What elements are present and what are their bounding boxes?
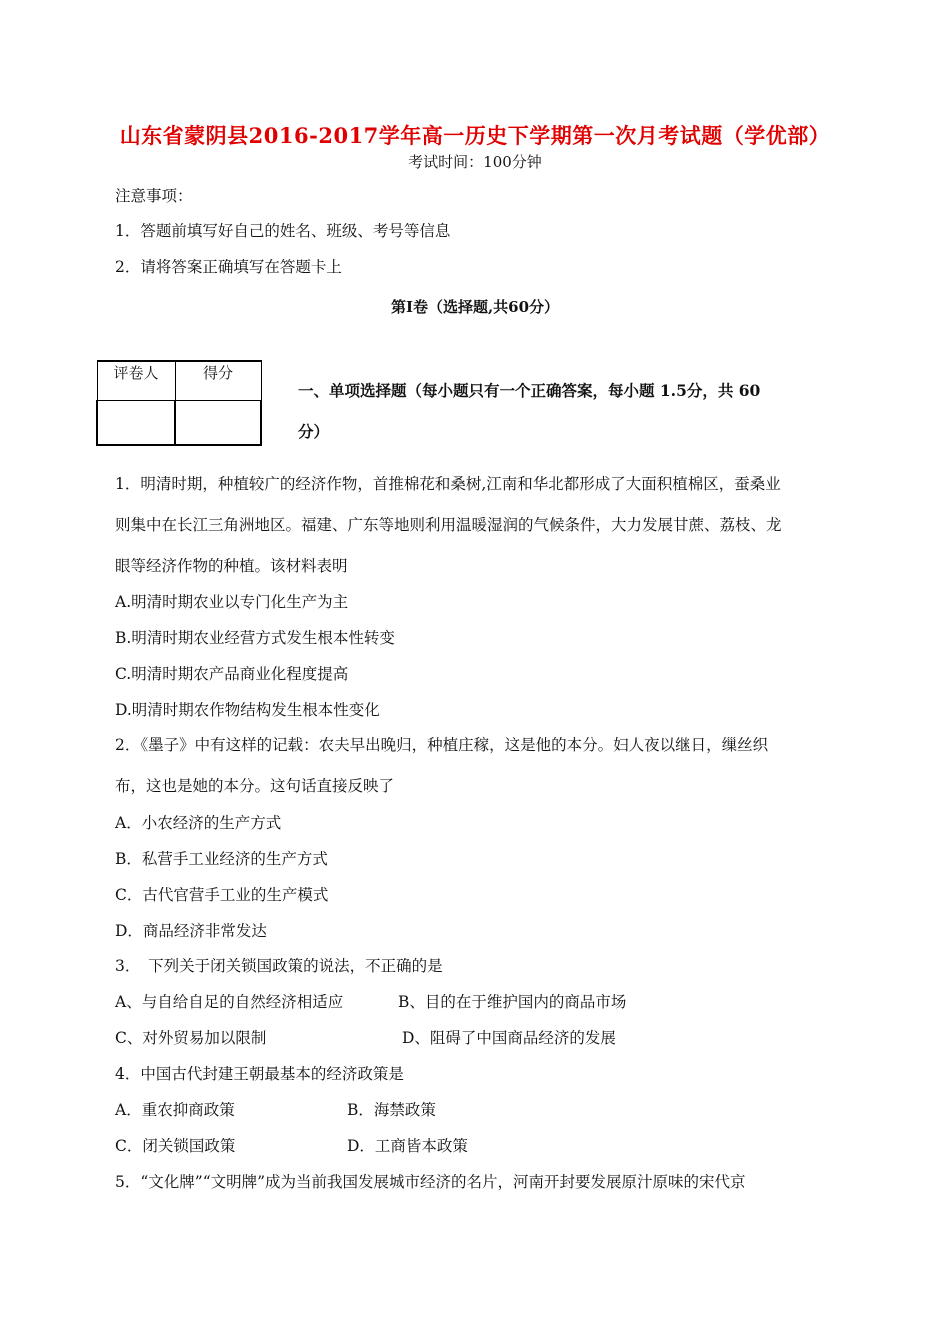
option-a: A．重农抑商政策 — [115, 1101, 235, 1119]
grader-header: 评卷人 — [97, 361, 175, 401]
option-b: B．私营手工业经济的生产方式 — [115, 850, 328, 868]
question-stem: 眼等经济作物的种植。该材料表明 — [115, 557, 348, 575]
question-stem: 4．中国古代封建王朝最基本的经济政策是 — [115, 1065, 404, 1083]
option-b: B．海禁政策 — [347, 1101, 436, 1119]
note-item: 1．答题前填写好自己的姓名、班级、考号等信息 — [115, 222, 451, 240]
option-d: D、阻碍了中国商品经济的发展 — [402, 1029, 616, 1047]
question-stem: 1．明清时期，种植较广的经济作物，首推棉花和桑树,江南和华北都形成了大面积植棉区，蚕桑业 — [115, 475, 781, 493]
option-c: C．古代官营手工业的生产模式 — [115, 886, 329, 904]
section-title: 第I卷（选择题,共60分） — [390, 298, 560, 316]
notes-heading: 注意事项： — [115, 187, 193, 205]
note-item: 2．请将答案正确填写在答题卡上 — [115, 258, 342, 276]
option-a: A、与自给自足的自然经济相适应 — [115, 993, 344, 1011]
option-d: D．商品经济非常发达 — [115, 922, 267, 940]
option-a: A.明清时期农业以专门化生产为主 — [115, 593, 349, 611]
option-d: D.明清时期农作物结构发生根本性变化 — [115, 701, 380, 719]
exam-duration: 考试时间：100分钟 — [408, 153, 542, 171]
part-heading-cont: 分） — [298, 422, 330, 441]
part-heading: 一、单项选择题（每小题只有一个正确答案，每小题 1.5分，共 60 — [298, 381, 761, 400]
score-header: 得分 — [175, 361, 261, 401]
question-stem: 则集中在长江三角洲地区。福建、广东等地则利用温暖湿润的气候条件，大力发展甘蔗、荔枝、龙 — [115, 516, 782, 534]
exam-title: 山东省蒙阴县2016-2017学年高一历史下学期第一次月考试题（学优部） — [119, 123, 831, 148]
score-cell[interactable] — [175, 401, 261, 446]
option-c: C、对外贸易加以限制 — [115, 1029, 267, 1047]
option-c: C．闭关锁国政策 — [115, 1137, 236, 1155]
score-table — [96, 360, 262, 446]
question-stem: 5．“文化牌”“文明牌”成为当前我国发展城市经济的名片，河南开封要发展原汁原味的宋代京 — [115, 1173, 746, 1191]
question-stem: 3． 下列关于闭关锁国政策的说法，不正确的是 — [115, 957, 443, 975]
option-d: D．工商皆本政策 — [347, 1137, 468, 1155]
question-stem: 布，这也是她的本分。这句话直接反映了 — [115, 777, 395, 795]
option-a: A．小农经济的生产方式 — [115, 814, 282, 832]
question-stem: 2．《墨子》中有这样的记载：农夫早出晚归，种植庄稼，这是他的本分。妇人夜以继日，缫丝织 — [115, 736, 769, 754]
option-b: B.明清时期农业经营方式发生根本性转变 — [115, 629, 395, 647]
grader-cell[interactable] — [97, 401, 175, 446]
option-c: C.明清时期农产品商业化程度提高 — [115, 665, 349, 683]
option-b: B、目的在于维护国内的商品市场 — [398, 993, 627, 1011]
